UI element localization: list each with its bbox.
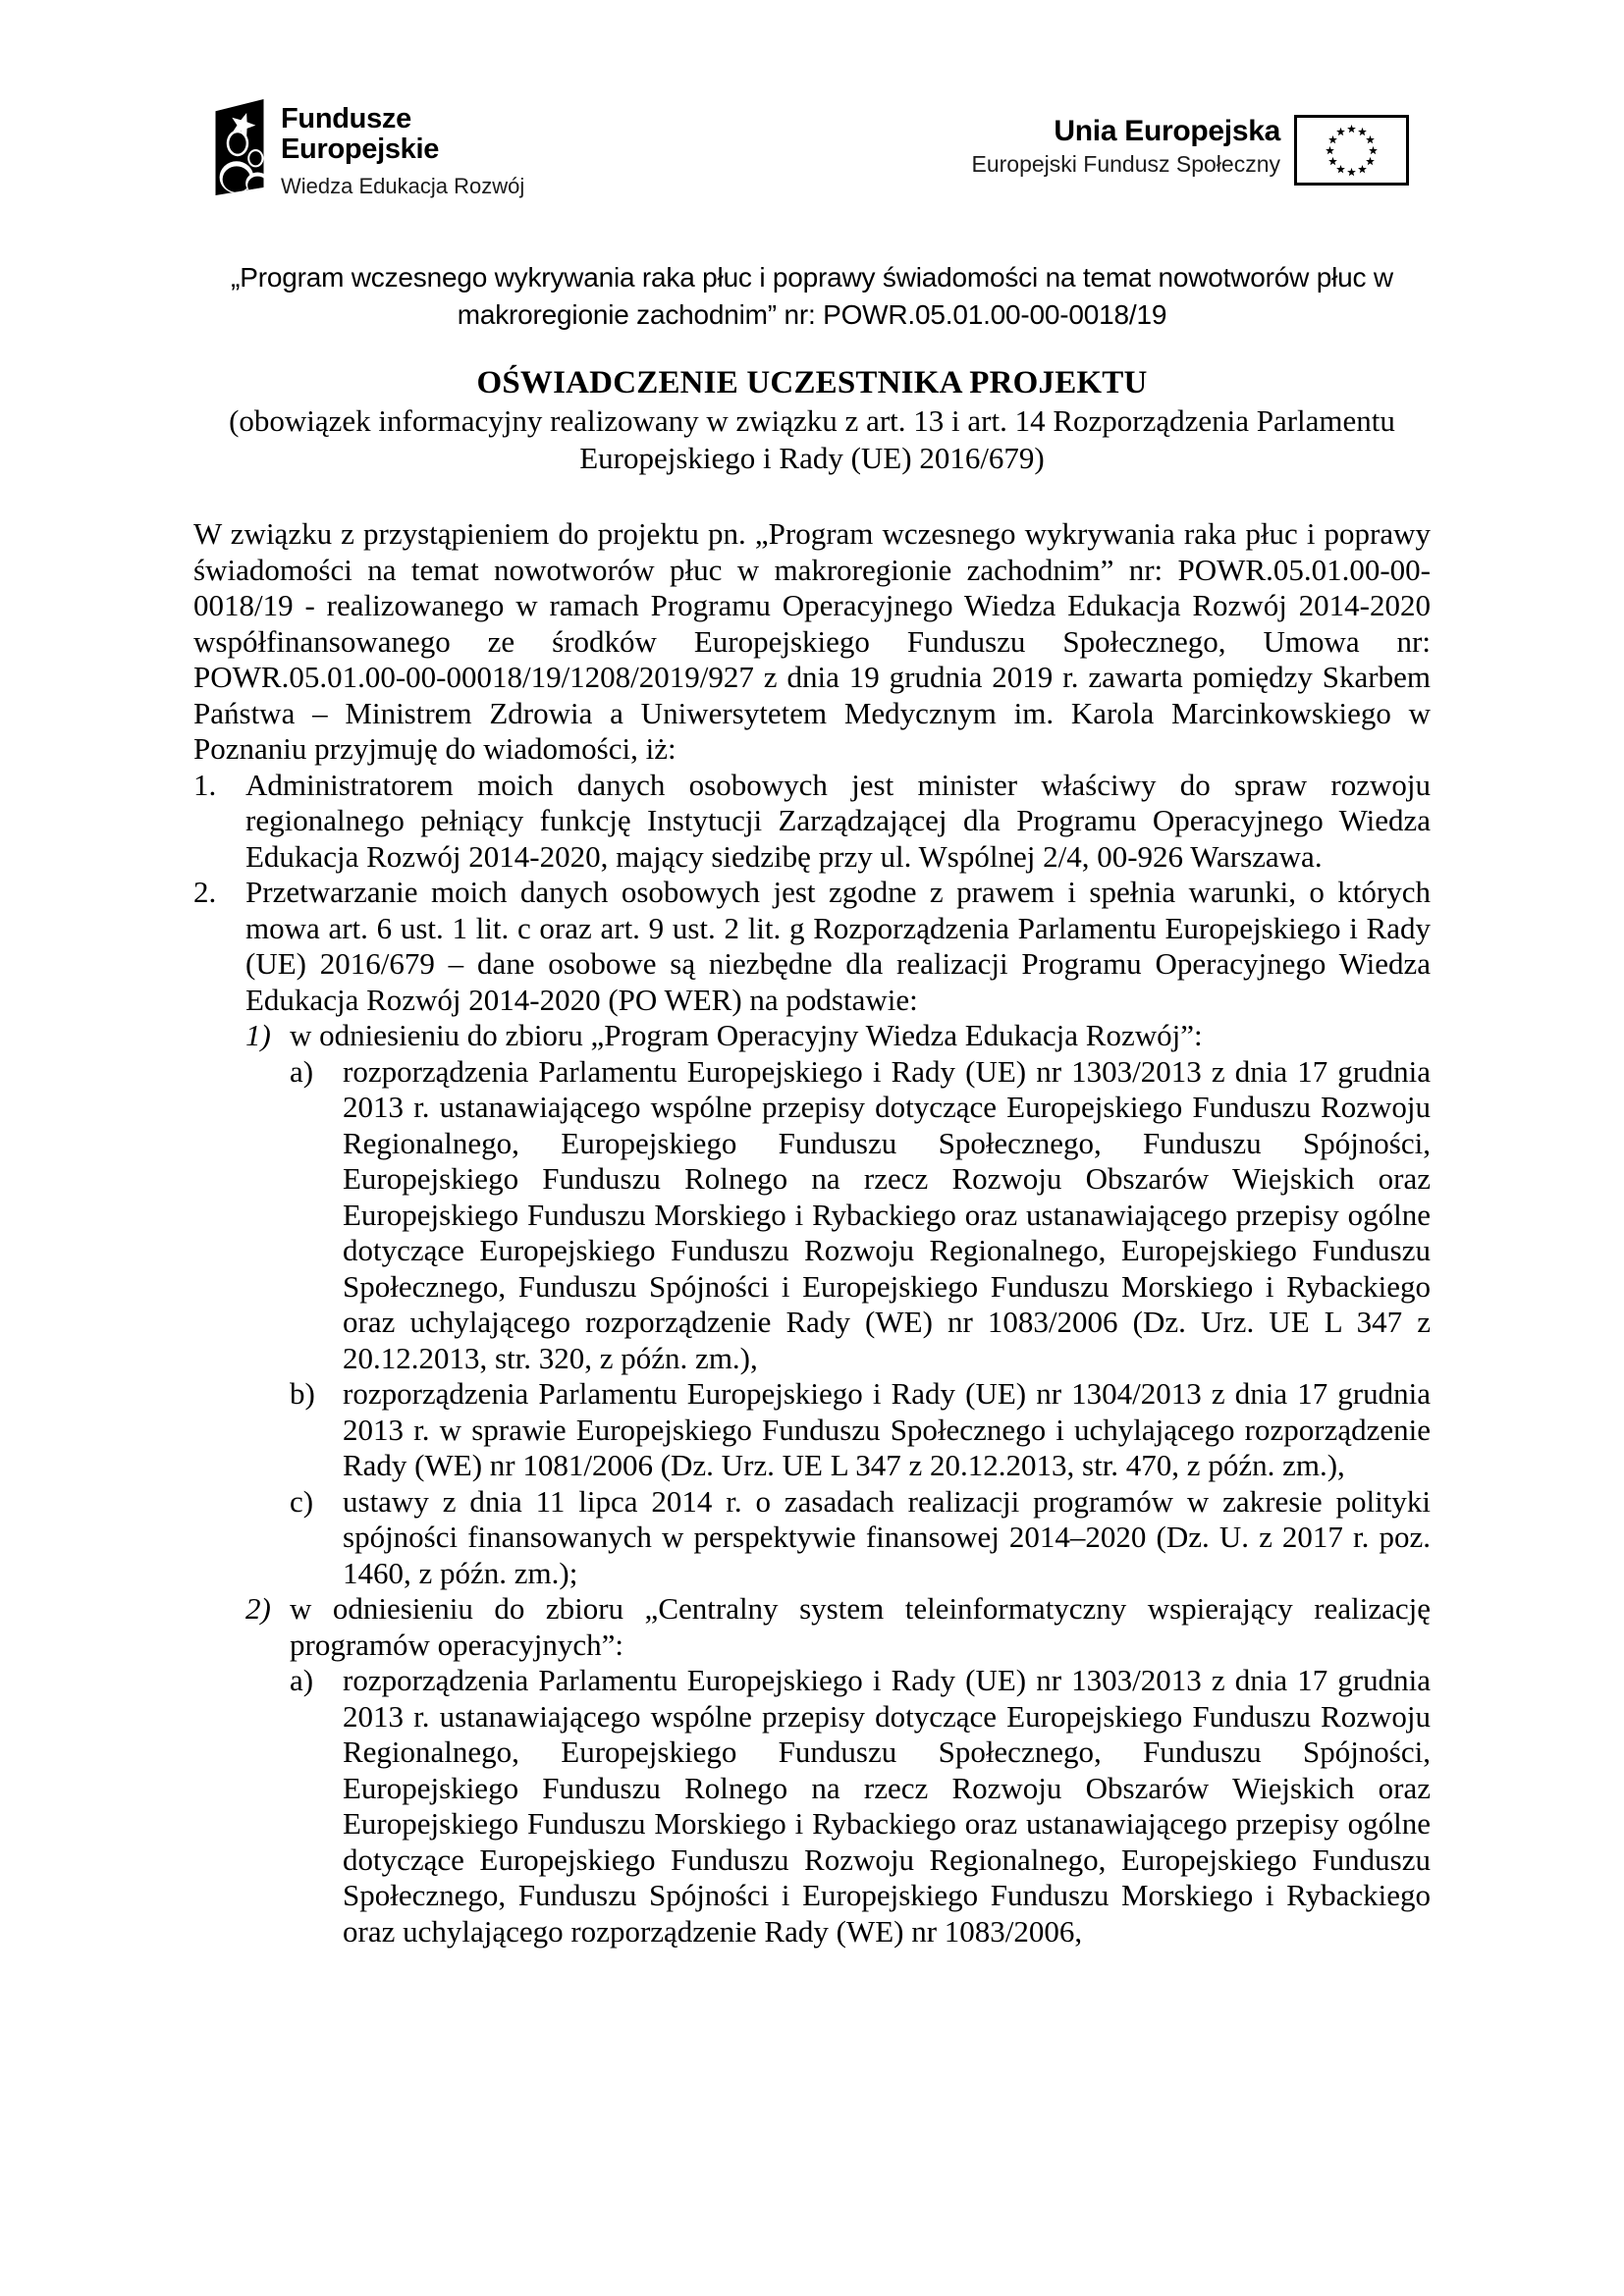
subsublist-item-1c (290, 1484, 1431, 1592)
document-subtitle-line1: (obowiązek informacyjny realizowany w związku z art. 13 i art. 14 Rozporządzenia Parlamentu (229, 403, 1395, 438)
subsublist-item-2a (290, 1663, 1431, 1949)
subsublist-item-1a (290, 1054, 1431, 1377)
subsublist-marker-2a: a) (290, 1663, 314, 1697)
intro-paragraph: W związku z przystąpieniem do projektu pn. „Program wczesnego wykrywania raka płuc i poprawy świadomości na temat nowotworów płuc w makroregionie zachodnim” nr: POWR.05.01.00-00-0018/19 - realizowanego w ramach Programu Operacyjnego Wiedza Edukacja Rozwój 2014-2020 współfinansowanego ze środków Europejskiego Funduszu Społecznego, Umowa nr: POWR.05.01.00-00-00018/19/1208/2019/927 z dnia 19 grudnia 2019 r. zawarta pomiędzy Skarbem Państwa – Ministrem Zdrowia a Uniwersytetem Medycznym im. Karola Marcinkowskiego w Poznaniu przyjmuję do wiadomości, iż: (193, 516, 1431, 766)
sublist-marker-2: 2) (245, 1591, 271, 1626)
eu-logo-subtitle: Europejski Fundusz Społeczny (971, 151, 1280, 177)
subsublist-item-2a-text: rozporządzenia Parlamentu Europejskiego i Rady (UE) nr 1303/2013 z dnia 17 grudnia 2013 r. ustanawiającego wspólne przepisy dotyczące Europejskiego Funduszu Rozwoju Regionalnego, Europejskiego Funduszu Społecznego, Funduszu Spójności, Europejskiego Funduszu Rolnego na rzecz Rozwoju Obszarów Wiejskich oraz Europejskiego Funduszu Morskiego i Rybackiego oraz ustanawiającego przepisy ogólne dotyczące Europejskiego Funduszu Rozwoju Regionalnego, Europejskiego Funduszu Społecznego, Funduszu Spójności i Europejskiego Funduszu Morskiego i Rybackiego oraz uchylającego rozporządzenie Rady (WE) nr 1083/2006, (343, 1663, 1431, 1949)
sublist-item-2-text: w odniesieniu do zbioru „Centralny system teleinformatyczny wspierający realizację programów operacyjnych”: (290, 1591, 1431, 1662)
list-item-2 (193, 875, 1431, 1949)
document-title: OŚWIADCZENIE UCZESTNIKA PROJEKTU (476, 365, 1148, 400)
sublist-marker-1: 1) (245, 1018, 271, 1052)
unia-europejska-logo (972, 98, 1410, 190)
sublist-item-1 (245, 1018, 1431, 1591)
subsublist-marker-1a: a) (290, 1053, 314, 1089)
program-note-line1: „Program wczesnego wykrywania raka płuc i poprawy świadomości na temat nowotworów płuc w (231, 262, 1393, 293)
subsublist-item-1b-text: rozporządzenia Parlamentu Europejskiego i Rady (UE) nr 1304/2013 z dnia 17 grudnia 2013 r. w sprawie Europejskiego Funduszu Społecznego i uchylającego rozporządzenie Rady (WE) nr 1081/2006 (Dz. Urz. UE L 347 z 20.12.2013, str. 470, z późn. zm.), (343, 1376, 1431, 1482)
sublist-item-1-text: w odniesieniu do zbioru „Program Operacyjny Wiedza Edukacja Rozwój”: (290, 1018, 1203, 1052)
fe-flag-icon (215, 98, 264, 200)
document-subtitle-line2: Europejskiego i Rady (UE) 2016/679) (579, 441, 1045, 475)
fundusze-europejskie-logo (215, 98, 524, 200)
eu-logo-text (972, 115, 1281, 190)
sublist-item-2 (245, 1591, 1431, 1949)
list-item-1-text: Administratorem moich danych osobowych jest minister właściwy do spraw rozwoju regionalnego pełniący funkcję Instytucji Zarządzającej dla Programu Operacyjnego Wiedza Edukacja Rozwój 2014-2020, mający siedzibę przy ul. Wspólnej 2/4, 00-926 Warszawa. (245, 767, 1431, 874)
program-note-line2: makroregionie zachodnim” nr: POWR.05.01.00-00-0018/19 (457, 299, 1167, 330)
eu-flag-icon (1294, 98, 1409, 190)
subsublist-item-1a-text: rozporządzenia Parlamentu Europejskiego i Rady (UE) nr 1303/2013 z dnia 17 grudnia 2013 r. ustanawiającego wspólne przepisy dotyczące Europejskiego Funduszu Rozwoju Regionalnego, Europejskiego Funduszu Społecznego, Funduszu Spójności, Europejskiego Funduszu Rolnego na rzecz Rozwoju Obszarów Wiejskich oraz Europejskiego Funduszu Morskiego i Rybackiego oraz ustanawiającego przepisy ogólne dotyczące Europejskiego Funduszu Rozwoju Regionalnego, Europejskiego Funduszu Społecznego, Funduszu Spójności i Europejskiego Funduszu Morskiego i Rybackiego oraz uchylającego rozporządzenie Rady (WE) nr 1083/2006 (Dz. Urz. UE L 347 z 20.12.2013, str. 320, z późn. zm.), (343, 1053, 1431, 1375)
fe-logo-title-line1: Fundusze (281, 103, 411, 134)
subsublist-marker-1c: c) (290, 1483, 314, 1519)
subsublist-marker-1b: b) (290, 1376, 315, 1411)
fe-logo-text (281, 104, 524, 200)
list-item-2-text: Przetwarzanie moich danych osobowych jest zgodne z prawem i spełnia warunki, o których mowa art. 6 ust. 1 lit. c oraz art. 9 ust. 2 lit. g Rozporządzenia Parlamentu Europejskiego i Rady (UE) 2016/679 – dane osobowe są niezbędne dla realizacji Programu Operacyjnego Wiedza Edukacja Rozwój 2014-2020 (PO WER) na podstawie: (245, 875, 1431, 1017)
document-subtitle (193, 402, 1431, 477)
list-item-1 (193, 768, 1431, 876)
document-body (193, 516, 1431, 1949)
subsublist-item-1b (290, 1376, 1431, 1484)
list-marker-1: 1. (193, 767, 217, 802)
program-note (193, 259, 1431, 334)
eu-logo-title: Unia Europejska (1054, 115, 1280, 147)
header-logos (193, 0, 1431, 200)
subsublist-item-1c-text: ustawy z dnia 11 lipca 2014 r. o zasadach realizacji programów w zakresie polityki spójności finansowanych w perspektywie finansowej 2014–2020 (Dz. U. z 2017 r. poz. 1460, z późn. zm.); (343, 1483, 1431, 1590)
fe-logo-subtitle: Wiedza Edukacja Rozwój (281, 174, 525, 198)
list-marker-2: 2. (193, 875, 217, 909)
fe-logo-title-line2: Europejskie (281, 133, 440, 165)
